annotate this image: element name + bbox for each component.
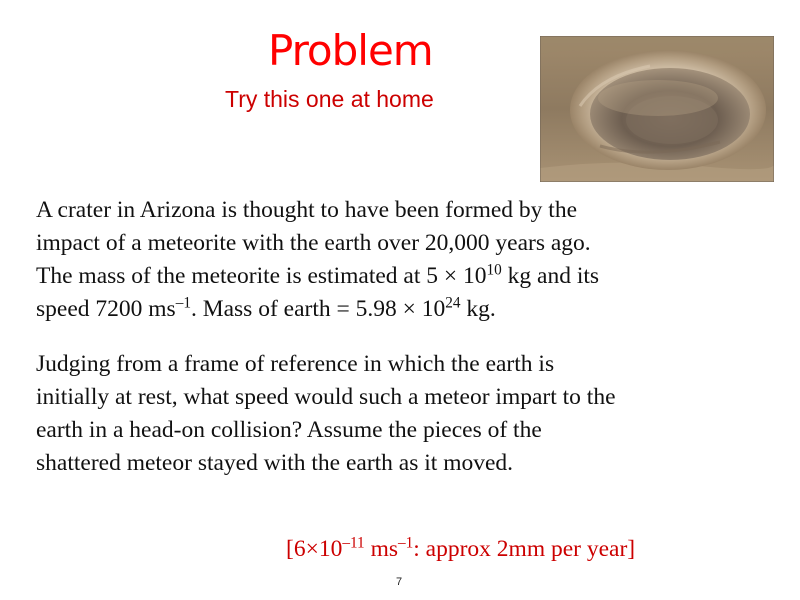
problem-statement [36,194,766,326]
text-fragment: speed 7200 ms [36,296,176,322]
text-line [36,293,766,326]
text-fragment: kg and its [501,263,600,289]
text-line: initially at rest, what speed would such a meteor impart to the [36,384,616,410]
exponent: 10 [486,261,502,279]
exponent: –1 [398,534,414,552]
text-line [36,260,766,293]
text-line: A crater in Arizona is thought to have been formed by the [36,197,577,223]
page-number: 7 [396,576,403,588]
text-line: earth in a head-on collision? Assume the pieces of the [36,417,542,443]
slide-subtitle: Try this one at home [225,86,434,112]
text-fragment: The mass of the meteorite is estimated at 5 × 10 [36,263,487,289]
text-fragment: . Mass of earth = 5.98 × 10 [190,296,446,322]
text-fragment: ms [364,536,398,562]
exponent: 24 [445,294,461,312]
answer-text [286,536,635,563]
text-line: impact of a meteorite with the earth over 20,000 years ago. [36,230,591,256]
slide-title: Problem [268,26,433,75]
crater-photo [540,36,774,182]
text-fragment: kg. [460,296,496,322]
text-fragment: [6×10 [286,536,343,562]
text-fragment: : approx 2mm per year] [413,536,636,562]
question-text [36,348,766,480]
exponent: –11 [342,534,365,552]
text-line: shattered meteor stayed with the earth as it moved. [36,450,514,476]
exponent: –1 [175,294,191,312]
text-line: Judging from a frame of reference in which the earth is [36,351,555,377]
